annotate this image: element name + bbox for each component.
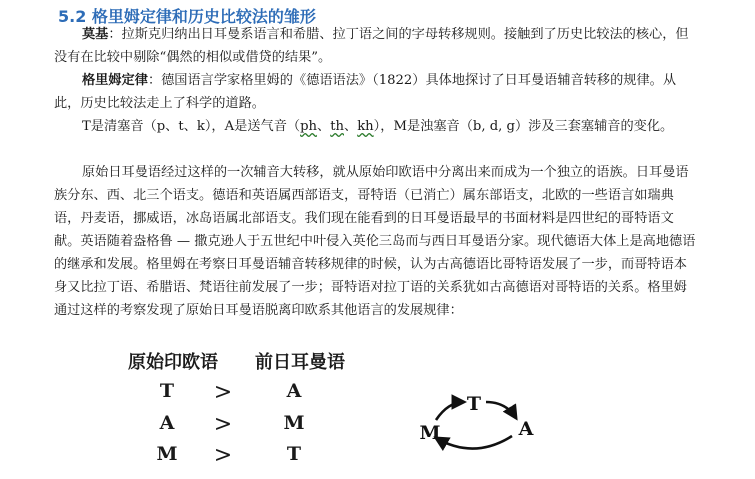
term-grimm-law: 格里姆定律 — [82, 73, 148, 88]
aspirate-ph: ph — [300, 119, 318, 134]
paragraph-text: T是清塞音（p、t、k），A是送气音（ — [82, 119, 301, 134]
table-cell-from: T — [159, 380, 175, 402]
paragraph-text: ：德国语言学家格里姆的《德语语法》（1822）具体地探讨了日耳曼语辅音转移的规律。从此，历史比较法走上了科学的道路。 — [54, 73, 677, 111]
consonant-shift-table — [120, 348, 380, 476]
paragraph-consonant-types — [54, 115, 700, 138]
paragraph-text: 原始日耳曼语经过这样的一次辅音大转移，就从原始印欧语中分离出来而成为一个独立的语族。日耳曼语族分东、西、北三个语支。德语和英语属西部语支，哥特语（已消亡）属东部语支，北欧的一些语言如瑞典语，丹麦语，挪威语，冰岛语属北部语支。我们现在能看到的日耳曼语最早的书面材料是四世纪的哥特语文献。英语随着盎格鲁 — 撒克逊人于五世纪中叶侵入英伦三岛而与西日耳曼语分家。现代德语大体上是高地德语的继承和发展。格里姆在考察日耳曼语辅音转移规律的时候，认为古高德语比哥特语发展了一步，而哥特语本身又比拉丁语、希腊语、梵语往前发展了一步；哥特语对拉丁语的关系犹如古高德语对哥特语的关系。格里姆通过这样的考察发现了原始日耳曼语脱离印欧系其他语言的发展规律： — [54, 165, 696, 318]
table-header-proto-indo-european: 原始印欧语 — [128, 352, 218, 373]
term-moji: 莫基 — [82, 27, 109, 42]
aspirate-th: th — [330, 119, 344, 134]
cycle-label-a: A — [518, 418, 534, 440]
table-cell-to: A — [286, 380, 302, 402]
separator: 、 — [344, 119, 358, 134]
shift-cycle-diagram — [408, 388, 548, 454]
table-header-pre-germanic: 前日耳曼语 — [255, 352, 345, 373]
arc-a-to-m — [436, 436, 512, 449]
separator: 、 — [317, 119, 331, 134]
paragraph-text: ），M是浊塞音（b, d, g）涉及三套塞辅音的变化。 — [373, 119, 674, 134]
paragraph-moji — [54, 23, 700, 69]
arc-t-to-a — [486, 402, 516, 418]
paragraph-germanic — [54, 161, 700, 322]
table-cell-to: M — [283, 412, 305, 434]
table-cell-op: > — [213, 380, 233, 405]
arc-m-to-t — [436, 402, 464, 420]
cycle-label-t: T — [466, 393, 482, 415]
aspirate-kh: kh — [357, 119, 374, 134]
paragraph-grimm-law — [54, 69, 700, 115]
table-cell-op: > — [213, 443, 233, 468]
paragraph-text: ：拉斯克归纳出日耳曼系语言和希腊、拉丁语之间的字母转移规则。接触到了历史比较法的核心，但没有在比较中剔除“偶然的相似或借贷的结果”。 — [54, 27, 689, 65]
section-heading: 5.2 格里姆定律和历史比较法的雏形 — [58, 7, 316, 26]
cycle-label-m: M — [419, 422, 441, 444]
table-cell-from: M — [156, 443, 178, 465]
table-cell-from: A — [159, 412, 175, 434]
table-cell-to: T — [286, 443, 302, 465]
table-cell-op: > — [213, 412, 233, 437]
